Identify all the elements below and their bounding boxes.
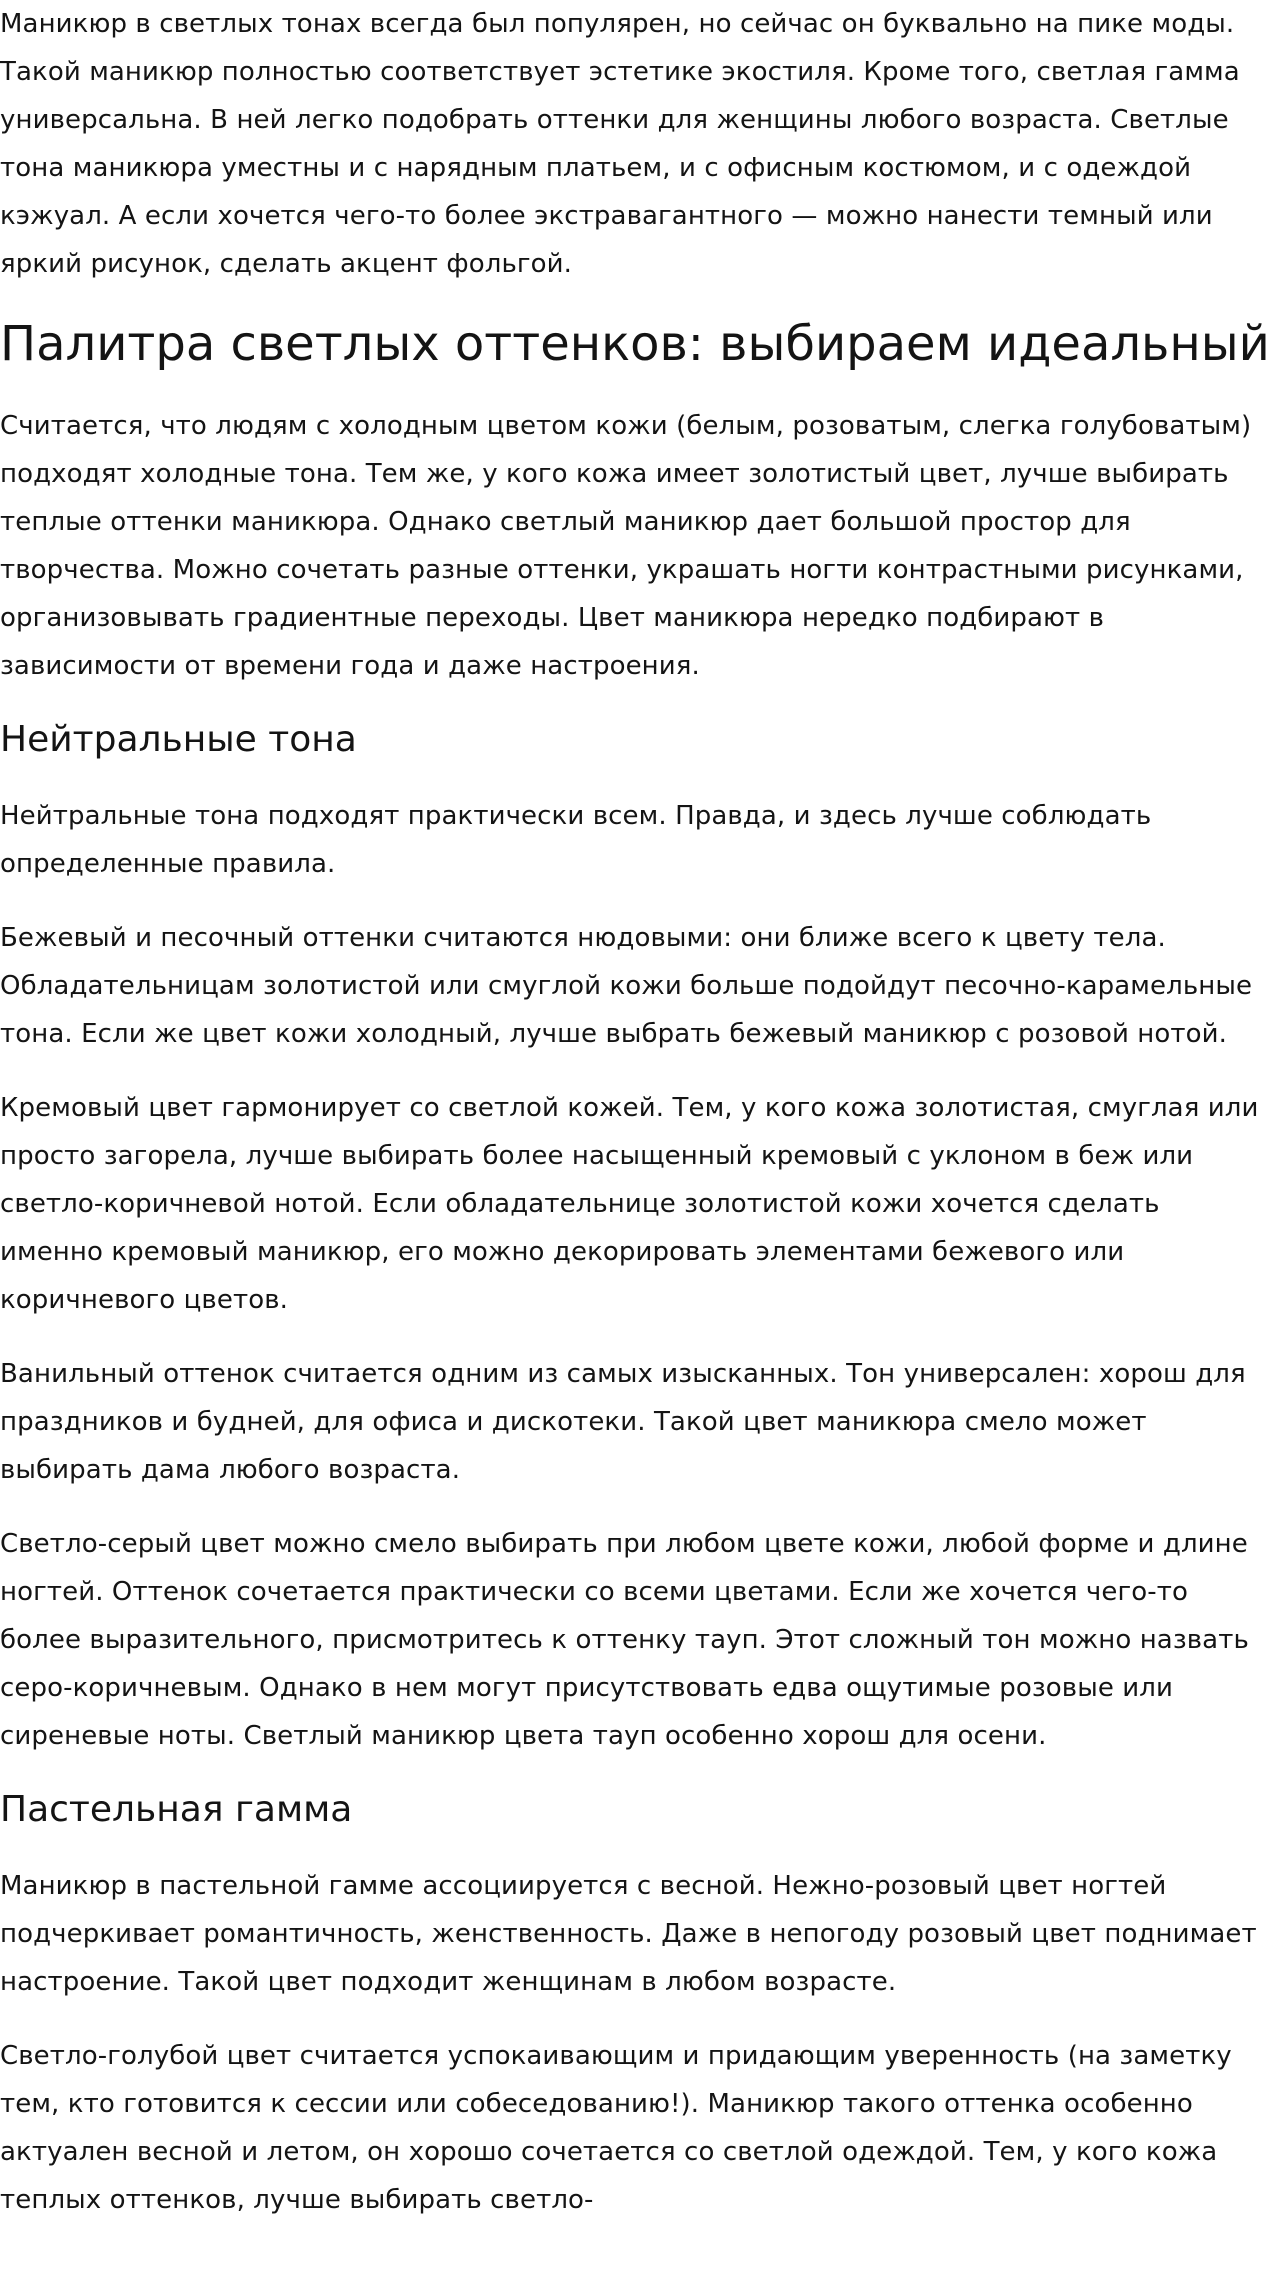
intro-paragraph: Маникюр в светлых тонах всегда был популярен, но сейчас он буквально на пике моды. Такой маникюр полностью соответствует эстетике экостиля. Кроме того, светлая гамма универсальна. В ней легко подобрать оттенки для женщины любого возраста. Светлые тона маникюра уместны и с нарядным платьем, и с офисным костюмом, и с одеждой кэжуал. А если хочется чего-то более экстравагантного — можно нанести темный или яркий рисунок, сделать акцент фольгой. (0, 9, 1240, 279)
pastel-paragraph-pink: Маникюр в пастельной гамме ассоциируется с весной. Нежно-розовый цвет ногтей подчеркивает романтичность, женственность. Даже в непогоду розовый цвет поднимает настроение. Такой цвет подходит женщинам в любом возрасте. (0, 1871, 1257, 1997)
palette-heading: Палитра светлых оттенков: выбираем идеальный (0, 316, 1270, 372)
neutral-paragraph-intro: Нейтральные тона подходят практически всем. Правда, и здесь лучше соблюдать определенные правила. (0, 801, 1152, 879)
neutral-paragraph-beige: Бежевый и песочный оттенки считаются нюдовыми: они ближе всего к цвету тела. Обладательницам золотистой или смуглой кожи больше подойдут песочно-карамельные тона. Если же цвет кожи холодный, лучше выбрать бежевый маникюр с розовой нотой. (0, 923, 1253, 1049)
palette-paragraph: Считается, что людям с холодным цветом кожи (белым, розоватым, слегка голубоватым) подходят холодные тона. Тем же, у кого кожа имеет золотистый цвет, лучше выбирать теплые оттенки маникюра. Однако светлый маникюр дает большой простор для творчества. Можно сочетать разные оттенки, украшать ногти контрастными рисунками, организовывать градиентные переходы. Цвет маникюра нередко подбирают в зависимости от времени года и даже настроения. (0, 411, 1252, 681)
neutral-paragraph-vanilla: Ванильный оттенок считается одним из самых изысканных. Тон универсален: хорош для праздников и будней, для офиса и дискотеки. Такой цвет маникюра смело может выбирать дама любого возраста. (0, 1359, 1246, 1485)
neutral-paragraph-cream: Кремовый цвет гармонирует со светлой кожей. Тем, у кого кожа золотистая, смуглая или просто загорела, лучше выбирать более насыщенный кремовый с уклоном в беж или светло-коричневой нотой. Если обладательнице золотистой кожи хочется сделать именно кремовый маникюр, его можно декорировать элементами бежевого или коричневого цветов. (0, 1093, 1259, 1315)
pastel-heading: Пастельная гамма (0, 1789, 353, 1830)
neutral-paragraph-grey: Светло-серый цвет можно смело выбирать при любом цвете кожи, любой форме и длине ногтей. Оттенок сочетается практически со всеми цветами. Если же хочется чего-то более выразительного, присмотритесь к оттенку тауп. Этот сложный тон можно назвать серо-коричневым. Однако в нем могут присутствовать едва ощутимые розовые или сиреневые ноты. Светлый маникюр цвета тауп особенно хорош для осени. (0, 1529, 1249, 1751)
neutral-tones-heading: Нейтральные тона (0, 719, 357, 760)
pastel-paragraph-blue: Светло-голубой цвет считается успокаивающим и придающим уверенность (на заметку тем, кто готовится к сессии или собеседованию!). Маникюр такого оттенка особенно актуален весной и летом, он хорошо сочетается со светлой одеждой. Тем, у кого кожа теплых оттенков, лучше выбирать светло- (0, 2041, 1232, 2215)
